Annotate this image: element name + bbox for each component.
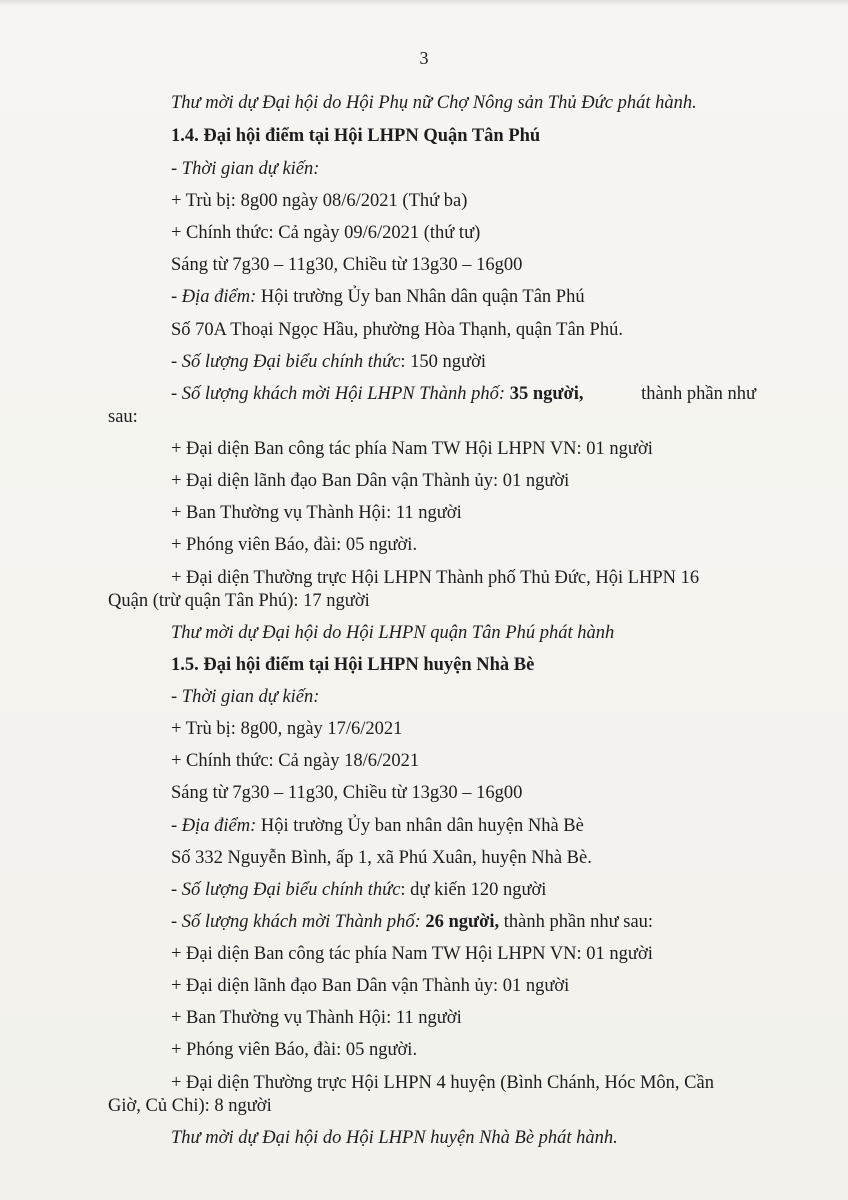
invitation-note: Thư mời dự Đại hội do Hội LHPN huyện Nhà Bè phát hành. [171, 1128, 618, 1148]
scan-edge [0, 0, 848, 6]
text-line: + Ban Thường vụ Thành Hội: 11 người [171, 503, 462, 523]
label-italic: Địa điểm: [181, 287, 257, 307]
text-line: + Ban Thường vụ Thành Hội: 11 người [171, 1008, 462, 1028]
text-line: Quận (trừ quận Tân Phú): 17 người [108, 591, 370, 611]
text-line: + Đại diện lãnh đạo Ban Dân vận Thành ủy: 01 người [171, 976, 570, 996]
invitation-note: Thư mời dự Đại hội do Hội LHPN quận Tân Phú phát hành [171, 623, 615, 643]
label-italic: - Số lượng Đại biểu chính thức [171, 880, 401, 900]
text-span: thành phần như [641, 384, 756, 404]
subheading: - Thời gian dự kiến: [171, 687, 320, 707]
text-line: + Đại diện lãnh đạo Ban Dân vận Thành ủy: 01 người [171, 471, 570, 491]
text-span: : 150 người [400, 352, 487, 372]
text-line: Số 332 Nguyễn Bình, ấp 1, xã Phú Xuân, huyện Nhà Bè. [171, 848, 592, 868]
label-italic: - Số lượng Đại biểu chính thức [171, 352, 401, 372]
text-line: + Trù bị: 8g00 ngày 08/6/2021 (Thứ ba) [171, 191, 468, 211]
label-italic: Địa điểm: [181, 816, 257, 836]
text-line: + Đại diện Ban công tác phía Nam TW Hội LHPN VN: 01 người [171, 944, 653, 964]
text-span: thành phần như sau: [499, 912, 654, 932]
text-span: - [171, 287, 182, 307]
label-italic: - Số lượng khách mời Thành phố: [171, 912, 426, 932]
text-span: Hội trường Ủy ban nhân dân huyện Nhà Bè [256, 816, 584, 836]
text-line: + Đại diện Ban công tác phía Nam TW Hội LHPN VN: 01 người [171, 439, 653, 459]
text-span: - [171, 816, 182, 836]
text-line: Số 70A Thoại Ngọc Hầu, phường Hòa Thạnh, quận Tân Phú. [171, 320, 623, 340]
text-line [171, 910, 848, 934]
invitation-note: Thư mời dự Đại hội do Hội Phụ nữ Chợ Nông sản Thủ Đức phát hành. [171, 93, 697, 113]
text-line [171, 285, 848, 309]
subheading: - Thời gian dự kiến: [171, 159, 320, 179]
text-line: + Chính thức: Cả ngày 18/6/2021 [171, 751, 420, 771]
text-span: : dự kiến 120 người [400, 880, 547, 900]
text-line: Sáng từ 7g30 – 11g30, Chiều từ 13g30 – 16g00 [171, 783, 523, 803]
text-line: + Trù bị: 8g00, ngày 17/6/2021 [171, 719, 403, 739]
text-line [171, 814, 848, 838]
text-line: + Phóng viên Báo, đài: 05 người. [171, 1040, 418, 1060]
text-line: + Đại diện Thường trực Hội LHPN Thành phố Thủ Đức, Hội LHPN 16 [171, 568, 700, 588]
text-line: sau: [108, 407, 138, 427]
text-line: + Đại diện Thường trực Hội LHPN 4 huyện (Bình Chánh, Hóc Môn, Cần [171, 1073, 714, 1093]
text-line [171, 382, 756, 406]
text-line: + Phóng viên Báo, đài: 05 người. [171, 535, 418, 555]
text-line [171, 350, 848, 374]
section-heading: 1.4. Đại hội điểm tại Hội LHPN Quận Tân Phú [171, 126, 541, 146]
page-number: 3 [419, 48, 429, 68]
text-line: + Chính thức: Cả ngày 09/6/2021 (thứ tư) [171, 223, 481, 243]
section-heading: 1.5. Đại hội điểm tại Hội LHPN huyện Nhà Bè [171, 655, 535, 675]
text-line [171, 878, 848, 902]
text-span: Hội trường Ủy ban Nhân dân quận Tân Phú [256, 287, 585, 307]
bold-text: 35 người, [509, 384, 584, 404]
text-line: Sáng từ 7g30 – 11g30, Chiều từ 13g30 – 16g00 [171, 255, 523, 275]
text-line: Giờ, Củ Chi): 8 người [108, 1096, 272, 1116]
bold-text: 26 người, [425, 912, 500, 932]
label-italic: - Số lượng khách mời Hội LHPN Thành phố: [171, 384, 510, 404]
